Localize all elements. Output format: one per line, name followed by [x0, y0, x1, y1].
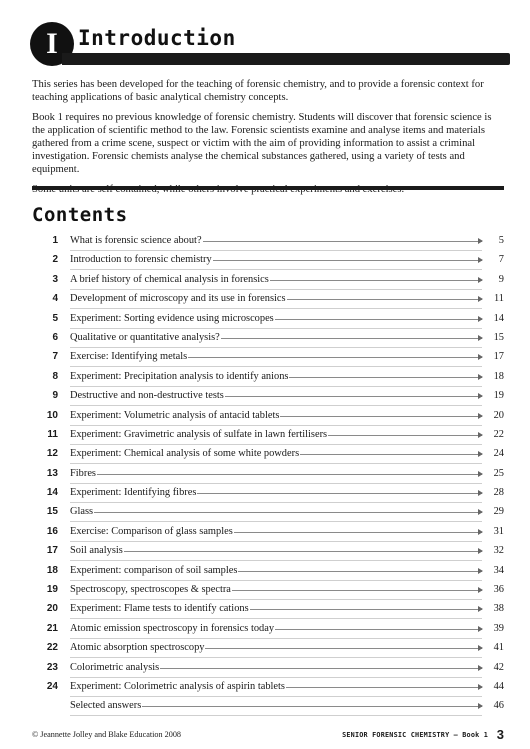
toc-entry-number: 7: [52, 351, 58, 363]
toc-leader-line: [70, 386, 482, 406]
toc-entry-page: 44: [493, 680, 504, 692]
toc-entry-title: Introduction to forensic chemistry: [70, 254, 212, 266]
toc-leader-line: [70, 250, 482, 270]
toc-entry-number: 10: [46, 409, 58, 421]
toc-entry-number: 15: [46, 506, 58, 518]
toc-leader-line: [70, 677, 482, 697]
header-bar: [62, 53, 510, 65]
toc-entry-number: 5: [52, 312, 58, 324]
toc-entry-title: Exercise: Comparison of glass samples: [70, 525, 233, 537]
toc-leader-line: [70, 541, 482, 561]
toc-entry-title: A brief history of chemical analysis in forensics: [70, 273, 269, 285]
toc-leader-line: [70, 231, 482, 251]
toc-entry-title: Experiment: Sorting evidence using microscopes: [70, 312, 274, 324]
toc-entry: [32, 386, 504, 405]
toc-leader-line: [70, 444, 482, 464]
toc-leader-line: [70, 309, 482, 329]
toc-leader-line: [70, 367, 482, 387]
toc-entry-title: Experiment: comparison of soil samples: [70, 564, 238, 576]
toc-entry-title: Destructive and non-destructive tests: [70, 390, 224, 402]
toc-entry-number: 12: [46, 448, 58, 460]
toc-entry: [32, 425, 504, 444]
toc-entry-page: 32: [493, 545, 504, 557]
toc-leader-arrow-icon: [70, 474, 482, 475]
toc-entry: [32, 502, 504, 521]
toc-entry: [32, 599, 504, 618]
toc-entry: [32, 696, 504, 715]
toc-entry-page: 38: [493, 603, 504, 615]
section-divider: [32, 186, 504, 190]
toc-entry-number: 22: [46, 642, 58, 654]
toc-leader-line: [70, 502, 482, 522]
toc-entry: [32, 619, 504, 638]
toc-entry-number: 24: [46, 680, 58, 692]
intro-paragraph: This series has been developed for the teaching of forensic chemistry, and to provide a forensic context for teaching applications of basic analytical chemistry concepts.: [32, 79, 484, 103]
toc-entry-page: 46: [493, 700, 504, 712]
chapter-title: Introduction: [78, 26, 236, 50]
toc-entry-page: 7: [498, 254, 504, 266]
toc-leader-arrow-icon: [70, 512, 482, 513]
toc-leader-line: [70, 464, 482, 484]
toc-entry-title: Qualitative or quantitative analysis?: [70, 331, 220, 343]
toc-entry-page: 19: [493, 390, 504, 402]
toc-entry-title: Development of microscopy and its use in forensics: [70, 293, 286, 305]
toc-entry: [32, 638, 504, 657]
toc-entry-number: 20: [46, 603, 58, 615]
toc-entry: [32, 328, 504, 347]
toc-entry-number: 6: [52, 331, 58, 343]
toc-entry: [32, 541, 504, 560]
toc-leader-line: [70, 270, 482, 290]
toc-leader-line: [70, 289, 482, 309]
toc-entry-number: 21: [46, 622, 58, 634]
toc-entry-title: Glass: [70, 506, 94, 518]
toc-entry-title: Experiment: Flame tests to identify cations: [70, 603, 249, 615]
toc-entry-number: 11: [47, 428, 58, 440]
toc-entry-title: Colorimetric analysis: [70, 661, 160, 673]
toc-leader-line: [70, 328, 482, 348]
intro-paragraph: Book 1 requires no previous knowledge of forensic chemistry. Students will discover that forensic science is the application of scientific method to the law. Forensic scientists examine and analyse items and materials gathered from a crime scene, suspect or victim with the aim of providing information to assist a criminal investigation. Forensic chemists analyse the chemical substances gathered, using a variety of tests and equipment.: [32, 112, 492, 175]
toc-entry-title: Experiment: Volumetric analysis of antacid tablets: [70, 409, 280, 421]
toc-entry-page: 9: [498, 273, 504, 285]
toc-entry: [32, 677, 504, 696]
toc-entry: [32, 580, 504, 599]
toc-entry-page: 14: [493, 312, 504, 324]
toc-leader-arrow-icon: [70, 551, 482, 552]
chapter-numeral-badge: I: [30, 22, 74, 66]
toc-entry-title: Fibres: [70, 467, 96, 479]
toc-entry-number: 17: [46, 545, 58, 557]
toc-entry-page: 22: [493, 428, 504, 440]
toc-entry-page: 34: [493, 564, 504, 576]
toc-entry: [32, 444, 504, 463]
toc-entry-page: 31: [493, 525, 504, 537]
toc-entry-number: 13: [46, 467, 58, 479]
toc-entry-page: 5: [498, 235, 504, 246]
toc-entry-page: 11: [493, 293, 504, 305]
toc-entry: [32, 464, 504, 483]
toc-entry-title: Atomic absorption spectroscopy: [70, 642, 205, 654]
toc-entry-title: Soil analysis: [70, 545, 123, 557]
toc-entry: [32, 231, 504, 250]
toc-entry-page: 28: [493, 487, 504, 499]
toc-entry: [32, 250, 504, 269]
toc-entry-page: 41: [493, 642, 504, 654]
toc-entry-page: 29: [493, 506, 504, 518]
toc-entry: [32, 289, 504, 308]
toc-leader-line: [70, 658, 482, 678]
toc-entry-number: 8: [52, 370, 58, 382]
toc-entry-title: Selected answers: [70, 700, 142, 712]
toc-leader-line: [70, 347, 482, 367]
toc-entry: [32, 483, 504, 502]
toc-entry-title: Experiment: Identifying fibres: [70, 487, 197, 499]
toc-entry: [32, 270, 504, 289]
toc-entry-number: 19: [46, 584, 58, 596]
toc-entry-title: Exercise: Identifying metals: [70, 351, 188, 363]
toc-entry-number: 1: [52, 235, 58, 246]
toc-entry-title: Experiment: Chemical analysis of some white powders: [70, 448, 300, 460]
toc-entry: [32, 309, 504, 328]
toc-entry-title: What is forensic science about?: [70, 235, 202, 246]
toc-leader-line: [70, 580, 482, 600]
toc-leader-line: [70, 599, 482, 619]
toc-entry-title: Experiment: Precipitation analysis to identify anions: [70, 370, 289, 382]
toc-entry-page: 17: [493, 351, 504, 363]
toc-entry: [32, 347, 504, 366]
toc-leader-line: [70, 619, 482, 639]
toc-leader-line: [70, 638, 482, 658]
toc-entry-title: Experiment: Colorimetric analysis of aspirin tablets: [70, 680, 285, 692]
toc-entry-number: 16: [46, 525, 58, 537]
page-number: 3: [496, 727, 504, 742]
toc-entry-number: 23: [46, 661, 58, 673]
toc-entry-page: 36: [493, 584, 504, 596]
table-of-contents: [32, 231, 504, 716]
toc-entry-page: 15: [493, 331, 504, 343]
toc-entry-page: 25: [493, 467, 504, 479]
toc-entry: [32, 406, 504, 425]
copyright-notice: © Jeannette Jolley and Blake Education 2008: [32, 730, 182, 739]
contents-heading: Contents: [32, 204, 128, 226]
toc-entry-page: 24: [493, 448, 504, 460]
toc-leader-line: [70, 696, 482, 716]
book-title: SENIOR FORENSIC CHEMISTRY – Book 1: [342, 731, 488, 739]
toc-leader-line: [70, 522, 482, 542]
chapter-header: [30, 22, 510, 70]
toc-leader-line: [70, 483, 482, 503]
toc-entry: [32, 561, 504, 580]
toc-entry-title: Atomic emission spectroscopy in forensics today: [70, 622, 275, 634]
toc-entry-title: Spectroscopy, spectroscopes & spectra: [70, 584, 231, 596]
toc-leader-line: [70, 561, 482, 581]
toc-entry-page: 20: [493, 409, 504, 421]
toc-entry-number: 4: [52, 293, 58, 305]
toc-entry-page: 18: [493, 370, 504, 382]
toc-entry-number: 3: [52, 273, 58, 285]
intro-text: [32, 78, 502, 203]
toc-leader-line: [70, 425, 482, 445]
toc-entry-number: 18: [46, 564, 58, 576]
toc-entry-page: 39: [493, 622, 504, 634]
toc-entry-page: 42: [493, 661, 504, 673]
toc-entry-number: 14: [46, 487, 58, 499]
toc-entry-number: 2: [52, 254, 58, 266]
toc-entry-title: Experiment: Gravimetric analysis of sulfate in lawn fertilisers: [70, 428, 328, 440]
toc-entry-number: 9: [52, 390, 58, 402]
toc-entry: [32, 658, 504, 677]
toc-entry: [32, 522, 504, 541]
page-footer: [32, 728, 504, 744]
toc-leader-line: [70, 406, 482, 426]
toc-entry: [32, 367, 504, 386]
